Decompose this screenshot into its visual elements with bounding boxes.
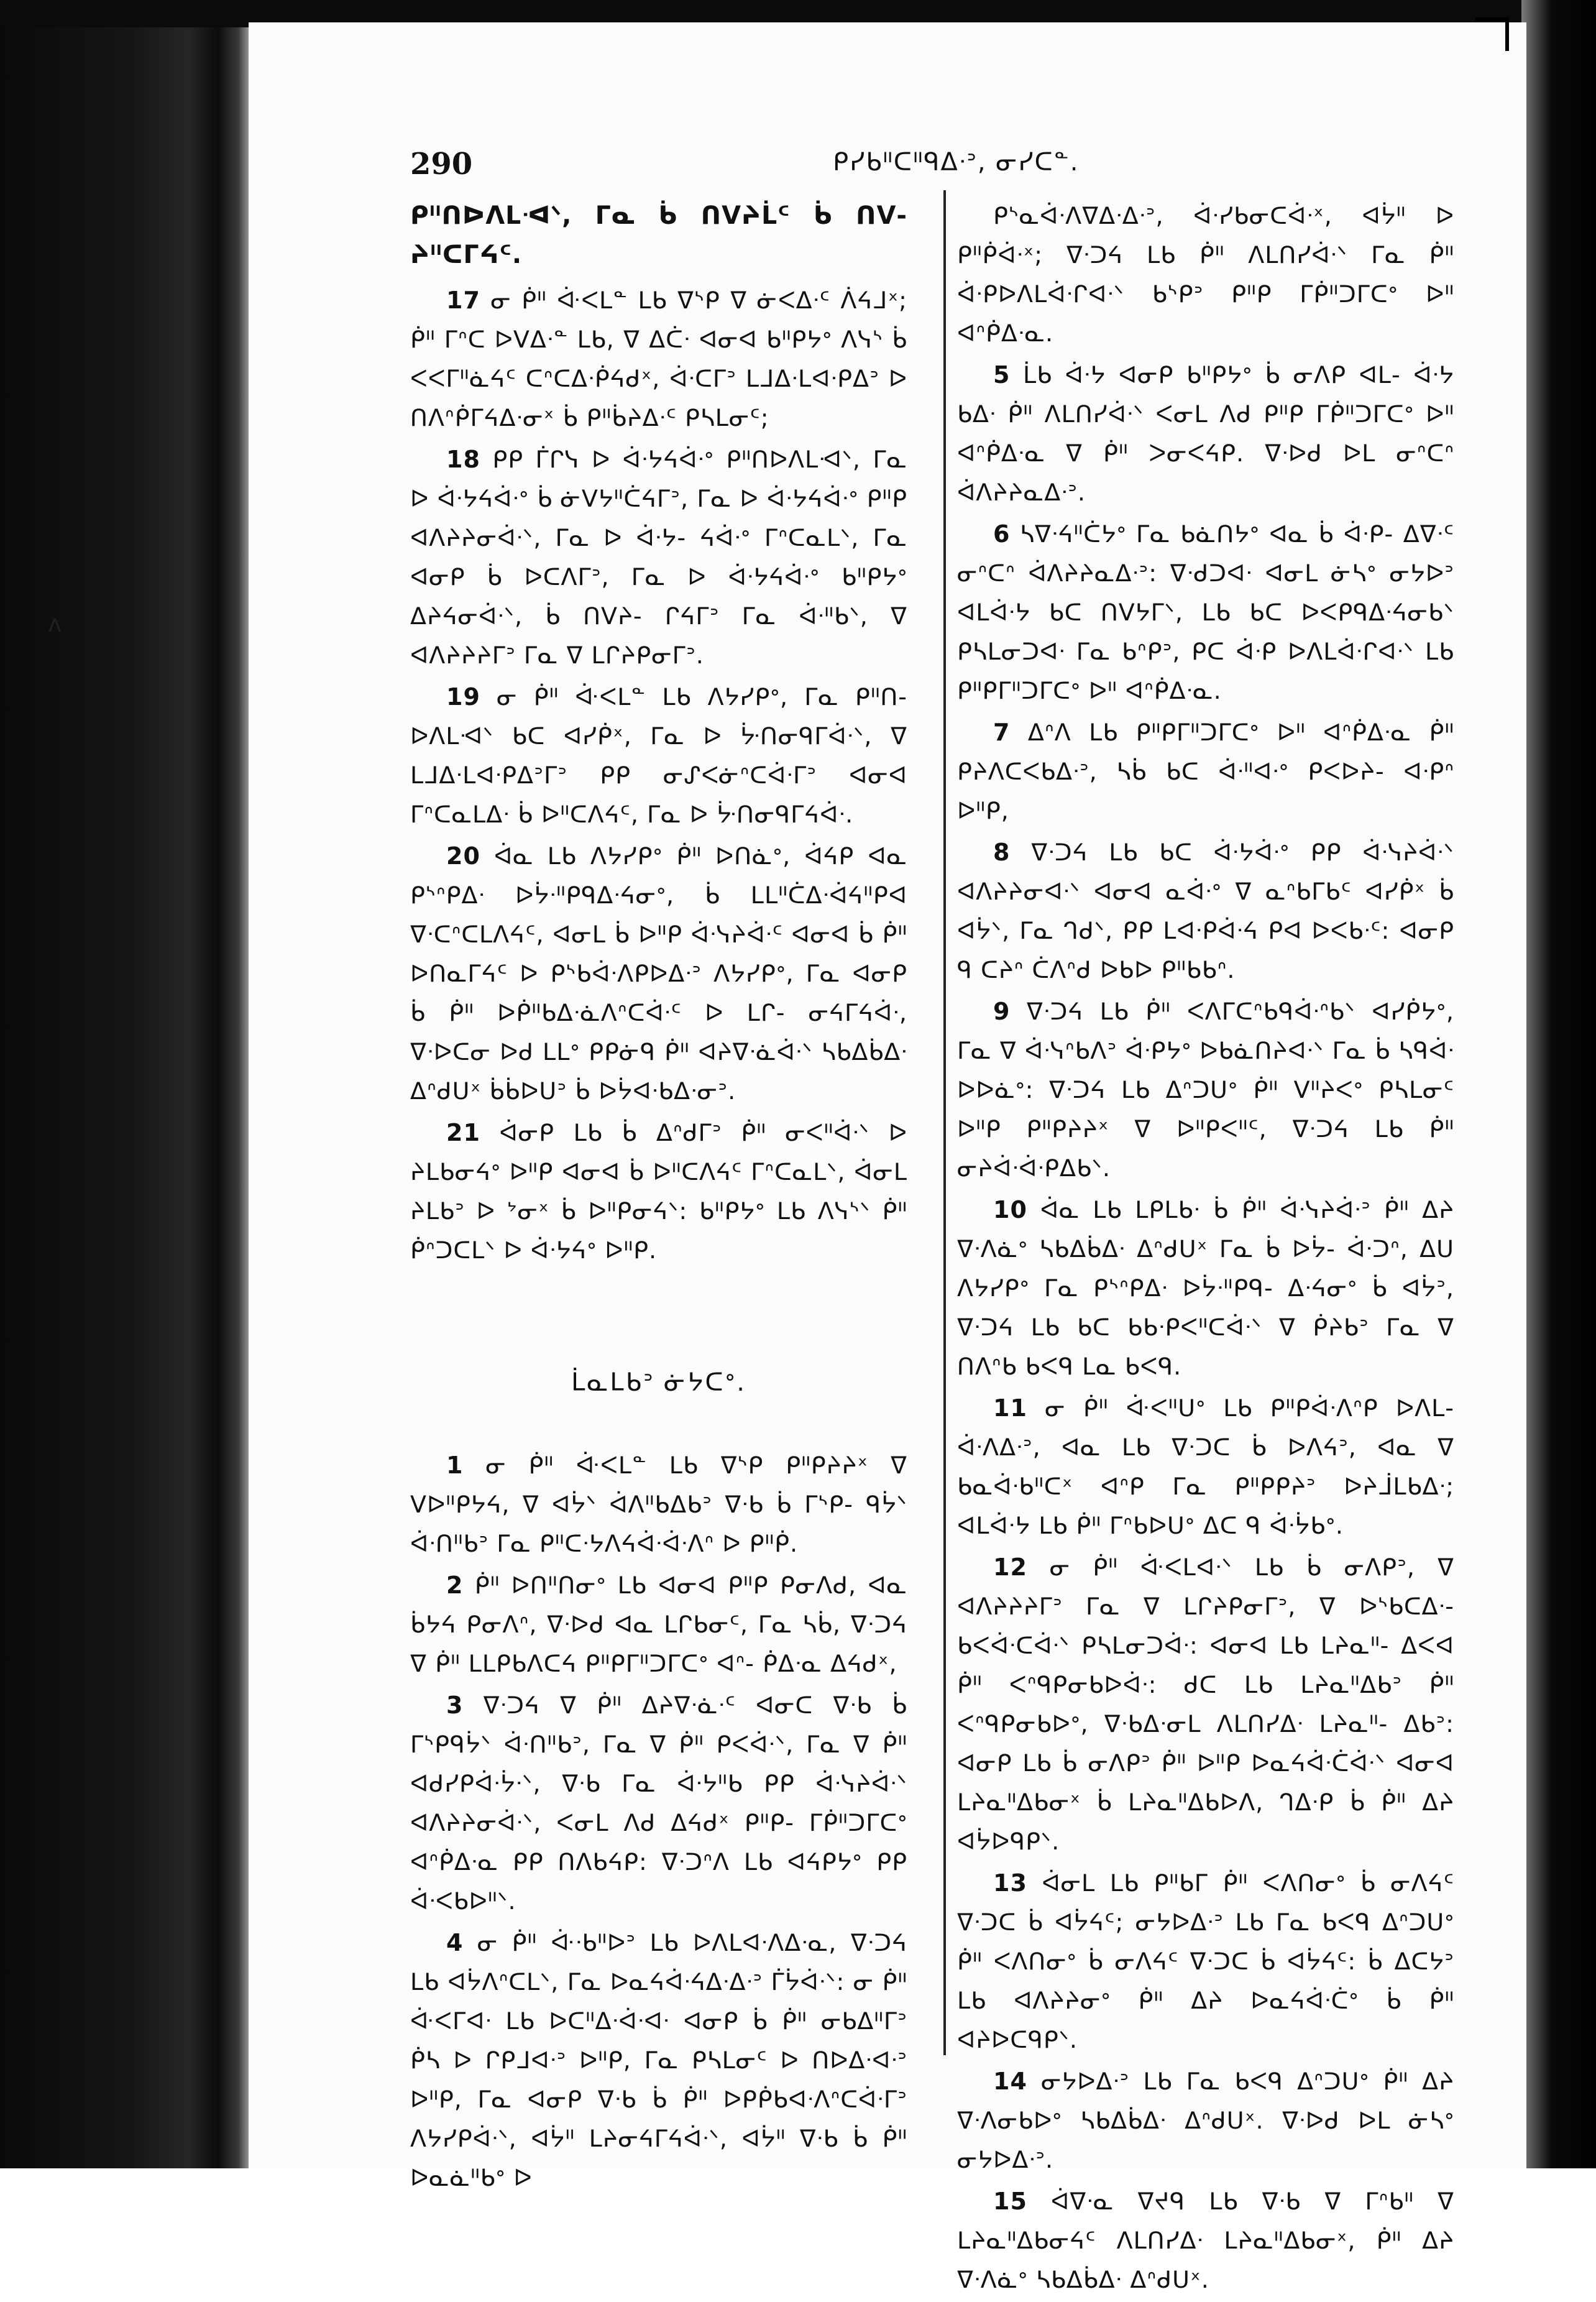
verse-number: 18: [446, 446, 480, 473]
chapter-summary-heading: ᑭᐦᑎᐅᐱᒪᐗᐠ, ᒥᓇ ᑳ ᑎᐯᔨᒫᑦ ᑳ ᑎᐯ- ᔨᐦᑕᒥᔦᑦ.: [410, 201, 907, 269]
verse-text: ᓂ ᑮᐦ ᐚᐸᒪᓐ ᒪᑲ ᐁᔅᑭ ᑭᐦᑭᔨᔨˣ ᐁ ᐯᐅᐦᑭᔭᔦ, ᐁ ᐊᔮᐠ ᐋᐱᐦᑲᐃᑲᐣ ᐁᐧᑲ ᑳ ᒥᔅᑭ- ᑫᔮᐠ ᐋᐧᑎᐦᑲᐣ ᒥᓇ ᑭᐦᑕᐧᔭᐱᔦᐋᐧᐋᐧᐱᐢ ᐅ ᑭᐦᑮ.: [410, 1452, 907, 1557]
verse-number: 2: [446, 1572, 464, 1599]
verse-paragraph: [410, 1566, 907, 1683]
scan-right-edge: [1521, 0, 1596, 2168]
verse-text: ᓂ ᑮᐦ ᐚᐸᒪᓐ ᒪᑲ ᐱᔭᓯᑭᐤ, ᒥᓇ ᑭᐦᑎ- ᐅᐱᒪᐗᐠ ᑲᑕ ᐊᓯᑮˣ, ᒥᓇ ᐅ ᔼᑎᓂᑫᒥᐋᐧᐠ, ᐁ ᒪᒧᐃᐧᒪᐊᐧᑭᐃᐣᒥᐣ ᑭᑭ ᓂᔑᐸᓃᐢᑕᐋᐧᒥᐣ ᐊᓂᐊ ᒥᐢᑕᓇᒪᐃᐧ ᑳ ᐅᐦᑕᐱᔦᑦ, ᒥᓇ ᐅ ᔼᑎᓂᑫᒥᔦᐋᐧ.: [410, 683, 907, 828]
verse-paragraph: [957, 515, 1454, 711]
verse-text: ᐁᐧᑐᔦ ᐁ ᑮᐦ ᐃᔨᐁᐧᓈᐧᑦ ᐊᓂᑕ ᐁᐧᑲ ᑳ ᒥᔅᑭᑫᔮᐠ ᐋᐧᑎᐦᑲᐣ, ᒥᓇ ᐁ ᑮᐦ ᑭᐸᐋᐧᐠ, ᒥᓇ ᐁ ᑮᐦ ᐊᑯᓯᑭᐋᐧᔮᐧᐠ, ᐁᐧᑲ ᒥᓇ ᐋᐧᔭᐦᑲ ᑭᑭ ᐋᐧᓭᔨᐋᐧᐠ ᐊᐱᔨᔨᓂᐋᐧᐠ, ᐸᓂᒪ ᐱᑯ ᐃᔦᑯˣ ᑭᐦᑭ- ᒥᑮᐦᑐᒥᑕᐤ ᐊᐢᑮᐃᐧᓇ ᑭᑭ ᑎᐱᑲᔦᑭ: ᐁᐧᑐᐢᐱ ᒪᑲ ᐊᔦᑭᔭᐤ ᑭᑭ ᐋᐧᐸᑲᐅᐦᐠ.: [410, 1692, 907, 1915]
verse-number: 8: [993, 839, 1011, 866]
verse-number: 19: [446, 683, 480, 711]
verse-paragraph: [957, 713, 1454, 831]
running-head: ᑭᓯᑲᐦᑕᐦᑫᐃᐧᐣ, ᓂᓯᑕᓐ.: [833, 148, 1080, 177]
verse-text: ᐋᓇ ᒪᑲ ᒪᑭᒪᑲᐧ ᑳ ᑮᐦ ᐋᐧᓭᔨᐋᐧᐣ ᑮᐦ ᐃᔨ ᐁᐧᐱᓈᐤ ᓴᑲᐃᑳᐃᐧ ᐃᐢᑯᑌˣ ᒥᓇ ᑳ ᐅᔮ- ᐋᐧᑐᐢ, ᐃᑌ ᐱᔭᓯᑭᐤ ᒥᓇ ᑭᔅᐢᑭᐃᐧ ᐅᔮᐧᐦᑭᑫ- ᐃᐧᔦᓂᐤ ᑳ ᐊᔮᐣ, ᐁᐧᑐᔦ ᒪᑲ ᑲᑕ ᑲᑲᐧᑭᐸᐦᑕᐋᐧᐠ ᐁ ᑮᔨᑲᐣ ᒥᓇ ᐁ ᑎᐱᐢᑲ ᑲᐸᑫ ᒪᓇ ᑲᐸᑫ.: [957, 1196, 1454, 1380]
verse-number: 10: [993, 1196, 1027, 1223]
verse-text: ᐁᐧᑐᔦ ᒪᑲ ᑮᐦ ᐸᐱᒥᑕᐢᑲᑫᐋᐧᐢᑲᐠ ᐊᓯᑮᔭᐤ, ᒥᓇ ᐁ ᐋᐧᓭᐢᑲᐱᐣ ᐋᐧᑭᔭᐤ ᐅᑲᓈᑎᔨᐊᐧᐠ ᒥᓇ ᑳ ᓴᑫᐋᐧ ᐅᐅᓈᐤ: ᐁᐧᑐᔦ ᒪᑲ ᐃᐢᑐᑌᐤ ᑮᐦ ᐯᐦᔨᐸᐤ ᑭᓴᒪᓂᑦ ᐅᐦᑭ ᑭᐦᑭᔨᔨˣ ᐁ ᐅᐦᑭᐸᐦᑦ, ᐁᐧᑐᔦ ᒪᑲ ᑮᐦ ᓂᔨᐋᐧᐋᐧᑭᐃᑲᐠ.: [957, 998, 1454, 1182]
verse-number: 15: [993, 2188, 1027, 2215]
verse-text: ᐋᓂᒪ ᒪᑲ ᑭᐦᑲᒥ ᑮᐦ ᐸᐱᑎᓂᐤ ᑳ ᓂᐱᔦᑦ ᐁᐧᑐᑕ ᑳ ᐊᔮᔦᑦ; ᓂᔭᐅᐃᐧᐣ ᒪᑲ ᒥᓇ ᑲᐸᑫ ᐃᐢᑐᑌᐤ ᑮᐦ ᐸᐱᑎᓂᐤ ᑳ ᓂᐱᔦᑦ ᐁᐧᑐᑕ ᑳ ᐊᔮᔦᑦ: ᑳ ᐃᑕᔭᐣ ᒪᑲ ᐊᐱᔨᔨᓂᐤ ᑮᐦ ᐃᔨ ᐅᓇᔦᐋᐧᑖᐤ ᑳ ᑮᐦ ᐊᔨᐅᑕᑫᑭᐠ.: [957, 1869, 1454, 2053]
verse-number: 20: [446, 842, 480, 870]
chapter-verses: [410, 1446, 907, 2198]
verse-number: 5: [993, 361, 1011, 389]
verse-number: 6: [993, 520, 1011, 548]
verse-number: 9: [993, 998, 1011, 1025]
verse-paragraph: [957, 1548, 1454, 1861]
verse-text: ᐁᐧᑐᔦ ᒪᑲ ᑲᑕ ᐋᐧᔭᐋᐧᐤ ᑭᑭ ᐋᐧᓭᔨᐋᐧᐠ ᐊᐱᔨᔨᓂᐊᐧᐠ ᐊᓂᐊ ᓇᐋᐧᐤ ᐁ ᓇᐢᑲᒥᑲᑦ ᐊᓯᑮˣ ᑳ ᐊᔮᐠ, ᒥᓇ ᒉᑯᐠ, ᑭᑭ ᒪᐊᐧᑭᐋᐧᔦ ᑭᐊ ᐅᐸᑲᐧᑦ: ᐊᓂᑭ ᑫ ᑕᔨᐢ ᑖᐱᐢᑯ ᐅᑲᐅ ᑭᐦᑲᑲᐢ.: [957, 839, 1454, 983]
book-spine-edge: [0, 0, 254, 2168]
page-corner-mark: [1475, 17, 1509, 51]
verse-paragraph: [410, 1113, 907, 1270]
verse-text: ᑭᑭ ᒦᒋᓭ ᐅ ᐋᐧᔭᔦᐋᐧᐤ ᑭᐦᑎᐅᐱᒪᐗᐠ, ᒥᓇ ᐅ ᐋᐧᔭᔦᐋᐧᐤ ᑳ ᓃᐯᔭᐦᑖᔦᒥᐣ, ᒥᓇ ᐅ ᐋᐧᔭᔦᐋᐧᐤ ᑭᐦᑭ ᐊᐱᔨᔨᓂᐋᐧᐠ, ᒥᓇ ᐅ ᐋᐧᔭ- ᔦᐋᐧᐤ ᒥᐢᑕᓇᒪᐠ, ᒥᓇ ᐊᓂᑭ ᑳ ᐅᑕᐱᒥᐣ, ᒥᓇ ᐅ ᐋᐧᔭᔦᐋᐧᐤ ᑲᐦᑭᔭᐤ ᐃᔨᔦᓂᐋᐧᐠ, ᑳ ᑎᐯᔨ- ᒋᔦᒥᐣ ᒥᓇ ᐋᐧᐦᑲᐠ, ᐁ ᐊᐱᔨᔨᔨᒥᐣ ᒥᓇ ᐁ ᒪᒋᔨᑭᓂᒥᐣ.: [410, 446, 907, 669]
verse-paragraph: [957, 992, 1454, 1188]
left-verses: [410, 281, 907, 1270]
verse-text: ᓂ ᑮᐦ ᐚᐸᒪᐊᐧᐠ ᒪᑲ ᑳ ᓂᐱᑭᐣ, ᐁ ᐊᐱᔨᔨᔨᒥᐣ ᒥᓇ ᐁ ᒪᒋᔨᑭᓂᒥᐣ, ᐁ ᐅᔅᑲᑕᐃᐧ- ᑲᐸᐋᐧᑕᐋᐧᐠ ᑭᓴᒪᓂᑐᐋᐧ: ᐊᓂᐊ ᒪᑲ ᒪᔨᓇᐦ- ᐃᐸᐊ ᑮᐦ ᐸᐢᑫᑭᓂᑲᐅᐋᐧ: ᑯᑕ ᒪᑲ ᒪᔨᓇᐦᐃᑲᐣ ᑮᐦ ᐸᐢᑫᑭᓂᑲᐅᐤ, ᐁᐧᑲᐃᐧᓂᒪ ᐱᒪᑎᓯᐃᐧ ᒪᔨᓇᐦ- ᐃᑲᐣ: ᐊᓂᑭ ᒪᑲ ᑳ ᓂᐱᑭᐣ ᑮᐦ ᐅᐦᑭ ᐅᓇᔦᐋᐧᑖᐋᐧᐠ ᐊᓂᐊ ᒪᔨᓇᐦᐃᑲᓂˣ ᑳ ᒪᔨᓇᐦᐃᑲᐅᐱ, ᒉᐃᐧᑭ ᑳ ᑮᐦ ᐃᔨ ᐊᔮᐅᑫᑭᐠ.: [957, 1554, 1454, 1855]
verse-paragraph: [957, 196, 1454, 353]
column-divider: [943, 190, 946, 2055]
verse-number: 14: [993, 2068, 1027, 2095]
right-column: [957, 196, 1454, 2302]
verse-paragraph: [410, 440, 907, 675]
verse-text: ᐋᓂᑭ ᒪᑲ ᑳ ᐃᐢᑯᒥᐣ ᑮᐦ ᓂᐸᐦᐋᐧᐠ ᐅ ᔨᒪᑲᓂᔦᐤ ᐅᐦᑭ ᐊᓂᐊ ᑳ ᐅᐦᑕᐱᔦᑦ ᒥᐢᑕᓇᒪᐠ, ᐋᓂᒪ ᔨᒪᑲᐣ ᐅ ᔾᓂˣ ᑳ ᐅᐦᑭᓂᔦᐠ: ᑲᐦᑭᔭᐤ ᒪᑲ ᐱᓭᔅᐠ ᑮᐦ ᑮᐢᑐᑕᒪᐠ ᐅ ᐋᐧᔭᔦᐤ ᐅᐦᑭ.: [410, 1119, 907, 1264]
verse-paragraph: [957, 1190, 1454, 1386]
verse-text: ᑭᔅᓇᐋᐧᐱᐁᐃᐧᐃᐧᐣ, ᐋᐧᓯᑲᓂᑕᐋᐧˣ, ᐊᔮᐦ ᐅ ᑭᐦᑮᐋᐧˣ; ᐁᐧᑐᔦ ᒪᑲ ᑮᐦ ᐱᒪᑎᓯᐋᐧᐠ ᒥᓇ ᑮᐦ ᐋᐧᑭᐅᐱᒪᐋᐧᒋᐊᐧᐠ ᑲᔅᑭᐣ ᑭᐦᑭ ᒥᑮᐦᑐᒥᑕᐤ ᐅᐦ ᐊᐢᑮᐃᐧᓇ.: [957, 202, 1454, 347]
page-number: 290: [410, 147, 473, 182]
verse-text: ᓴᐁᐧᔦᐦᑖᔭᐤ ᒥᓇ ᑲᓈᑎᔭᐤ ᐊᓇ ᑳ ᐋᐧᑭ- ᐃᐁᐧᑦ ᓂᐢᑕᐢ ᐋᐱᔨᔨᓇᐃᐧᐣ: ᐁᐧᑯᑐᐊᐧ ᐊᓂᒪ ᓃᓴᐤ ᓂᔭᐅᐣ ᐊᒪᐋᐧᔭ ᑲᑕ ᑎᐯᔭᒥᐠ, ᒪᑲ ᑲᑕ ᐅᐸᑭᑫᐃᐧᔦᓂᑲᐠ ᑭᓴᒪᓂᑐᐊᐧ ᒥᓇ ᑲᐢᑭᐣ, ᑭᑕ ᐋᐧᑭ ᐅᐱᒪᐋᐧᒋᐊᐧᐠ ᒪᑲ ᑭᐦᑭᒥᐦᑐᒥᑕᐤ ᐅᐦ ᐊᐢᑮᐃᐧᓇ.: [957, 520, 1454, 704]
verse-number: 13: [993, 1869, 1027, 1897]
verse-text: ᐋᐁᐧᓇ ᐁᔪᑫ ᒪᑲ ᐁᐧᑲ ᐁ ᒥᐢᑲᐦ ᐁ ᒪᔨᓇᐦᐃᑲᓂᔦᑦ ᐱᒪᑎᓯᐃᐧ ᒪᔨᓇᐦᐃᑲᓂˣ, ᑮᐦ ᐃᔨ ᐁᐧᐱᓈᐤ ᓴᑲᐃᑳᐃᐧ ᐃᐢᑯᑌˣ.: [957, 2188, 1454, 2293]
verse-text: ᑮᐦ ᐅᑎᐦᑎᓂᐤ ᒪᑲ ᐊᓂᐊ ᑭᐦᑭ ᑭᓂᐱᑯ, ᐊᓇ ᑳᔭᔦ ᑭᓂᐱᐢ, ᐁᐧᐅᑯ ᐊᓇ ᒪᒋᑲᓂᑦ, ᒥᓇ ᓴᑳ, ᐁᐧᑐᔦ ᐁ ᑮᐦ ᒪᒪᑭᑲᐱᑕᔦ ᑭᐦᑭᒥᐦᑐᒥᑕᐤ ᐊᐢ- ᑮᐃᐧᓇ ᐃᔦᑯˣ,: [410, 1572, 907, 1677]
verse-paragraph: [957, 1389, 1454, 1545]
book-page: [249, 22, 1526, 2293]
verse-text: ᓂᔭᐅᐃᐧᐣ ᒪᑲ ᒥᓇ ᑲᐸᑫ ᐃᐢᑐᑌᐤ ᑮᐦ ᐃᔨ ᐁᐧᐱᓂᑲᐅᐤ ᓴᑲᐃᑳᐃᐧ ᐃᐢᑯᑌˣ. ᐁᐧᐅᑯ ᐅᒪ ᓃᓴᐤ ᓂᔭᐅᐃᐧᐣ.: [957, 2068, 1454, 2173]
verse-number: 11: [993, 1394, 1027, 1422]
verse-number: 12: [993, 1554, 1027, 1581]
verse-paragraph: [410, 1686, 907, 1921]
right-verses: [957, 196, 1454, 2300]
verse-text: ᓂ ᑮᐦ ᐚᐸᐦᑌᐤ ᒪᑲ ᑭᐦᑭᐋᐧᐱᐢᑭ ᐅᐱᒪ- ᐋᐧᐱᐃᐧᐣ, ᐊᓇ ᒪᑲ ᐁᐧᑐᑕ ᑳ ᐅᐱᔦᐣ, ᐊᓇ ᐁ ᑲᓇᐋᐧᑲᐦᑕˣ ᐊᐢᑭ ᒥᓇ ᑭᐦᑭᑭᔨᐣ ᐅᔨᒨᒪᑲᐃᐧ; ᐊᒪᐋᐧᔭ ᒪᑲ ᑮᐦ ᒥᐢᑲᐅᑌᐤ ᐃᑕ ᑫ ᐋᐧᔮᑲᐤ.: [957, 1394, 1454, 1539]
verse-paragraph: [957, 1864, 1454, 2060]
verse-paragraph: [957, 833, 1454, 990]
verse-paragraph: [410, 281, 907, 438]
verse-paragraph: [957, 356, 1454, 512]
verse-paragraph: [957, 2182, 1454, 2300]
verse-text: ᓂ ᑮᐦ ᐚᐸᒪᓐ ᒪᑲ ᐁᔅᑭ ᐁ ᓃᐸᐃᐧᑦ ᐲᔦᒧˣ; ᑮᐦ ᒥᐢᑕ ᐅᐯᐃᐧᓐ ᒪᑲ, ᐁ ᐃᑖᐧ ᐊᓂᐊ ᑲᐦᑭᔭᐤ ᐱᓭᔅ ᑳ ᐸᐸᒥᐦᓈᔦᑦ ᑕᐢᑕᐃᐧᑮᔦᑯˣ, ᐋᐧᑕᒥᐣ ᒪᒧᐃᐧᒪᐊᐧᑭᐃᐣ ᐅ ᑎᐱᐢᑮᒥᔦᐃᐧᓂˣ ᑳ ᑭᐦᑳᔨᐃᐧᑦ ᑭᓴᒪᓂᑦ;: [410, 287, 907, 431]
verse-text: ᒫᑲ ᐋᐧᔭ ᐊᓂᑭ ᑲᐦᑭᔭᐤ ᑳ ᓂᐱᑭ ᐊᒪ- ᐋᐧᔭ ᑲᐃᐧ ᑮᐦ ᐱᒪᑎᓯᐋᐧᐠ ᐸᓂᒪ ᐱᑯ ᑭᐦᑭ ᒥᑮᐦᑐᒥᑕᐤ ᐅᐦ ᐊᐢᑮᐃᐧᓇ ᐁ ᑮᐦ ᐳᓂᐸᔦᑭ. ᐁᐧᐅᑯ ᐅᒪ ᓂᐢᑕᐢ ᐋᐱᔨᔨᓇᐃᐧᐣ.: [957, 361, 1454, 506]
verse-number: 4: [446, 1929, 464, 1956]
verse-number: 21: [446, 1119, 480, 1146]
verse-paragraph: [957, 2062, 1454, 2180]
verse-paragraph: [410, 837, 907, 1111]
verse-number: 7: [993, 719, 1011, 746]
verse-paragraph: [410, 1446, 907, 1563]
chapter-title: ᒫᓇᒪᑲᐣ ᓃᔭᑕᐤ.: [571, 1368, 746, 1397]
verse-text: ᐋᓇ ᒪᑲ ᐱᔭᓯᑭᐤ ᑮᐦ ᐅᑎᓈᐤ, ᐋᔦᑭ ᐊᓇ ᑭᔅᐢᑭᐃᐧ ᐅᔮᐧᐦᑭᑫᐃᐧᔦᓂᐤ, ᑳ ᒪᒪᐦᑖᐃᐧᐋᔦᐦᑭᐊ ᐁᐧᑕᐢᑕᒪᐱᔦᑦ, ᐊᓂᒪ ᑳ ᐅᐦᑭ ᐋᐧᓭᔨᐋᐧᑦ ᐊᓂᐊ ᑳ ᑮᐦ ᐅᑎᓇᒥᔦᑦ ᐅ ᑭᔅᑲᐋᐧᐱᑭᐅᐃᐧᐣ ᐱᔭᓯᑭᐤ, ᒥᓇ ᐊᓂᑭ ᑳ ᑮᐦ ᐅᑮᐦᑲᐃᐧᓈᐱᐢᑕᐋᐧᑦ ᐅ ᒪᒋ- ᓂᔦᒥᔦᐋᐧ, ᐁᐧᐅᑕᓂ ᐅᑯ ᒪᒪᐤ ᑭᑭᓃᑫ ᑮᐦ ᐊᔨᐁᐧᓈᐋᐧᐠ ᓴᑲᐃᑳᐃᐧ ᐃᐢᑯᑌˣ ᑳᑳᐅᑌᐣ ᑳ ᐅᔮᐊᐧᑲᐃᐧᓂᐣ.: [410, 842, 907, 1105]
verse-number: 3: [446, 1692, 464, 1719]
verse-number: 1: [446, 1452, 464, 1479]
verse-text: ᐃᐢᐱ ᒪᑲ ᑭᐦᑭᒥᐦᑐᒥᑕᐤ ᐅᐦ ᐊᐢᑮᐃᐧᓇ ᑮᐦ ᑭᔨᐱᑕᐸᑲᐃᐧᐣ, ᓴᑳ ᑲᑕ ᐋᐧᐦᐊᐧᐤ ᑭᐸᐅᔨ- ᐊᐧᑭᐢ ᐅᐦᑭ,: [957, 719, 1454, 824]
page-header: [410, 122, 1330, 196]
verse-paragraph: [410, 1923, 907, 2198]
left-column: [410, 196, 907, 2200]
verse-number: 17: [446, 287, 480, 314]
margin-mark: ᐱ: [48, 615, 62, 637]
verse-paragraph: [410, 678, 907, 834]
verse-text: ᓂ ᑮᐦ ᐚᐧᑲᐦᐅᐣ ᒪᑲ ᐅᐱᒪᐊᐧᐱᐃᐧᓇ, ᐁᐧᑐᔦ ᒪᑲ ᐊᔮᐱᐢᑕᒪᐠ, ᒥᓇ ᐅᓇᔦᐋᐧᔦᐃᐧᐃᐧᐣ ᒦᔮᐋᐧᐠ: ᓂ ᑮᐦ ᐚᐸᒥᐊᐧ ᒪᑲ ᐅᑕᐦᐃᐧᐋᐧᐊᐧ ᐊᓂᑭ ᑳ ᑮᐦ ᓂᑲᐃᐦᒥᐣ ᑮᓴ ᐅ ᒋᑭᒧᐊᐧᐣ ᐅᐦᑭ, ᒥᓇ ᑭᓴᒪᓂᑦ ᐅ ᑎᐅᐃᐧᐊᐧᐣ ᐅᐦᑭ, ᒥᓇ ᐊᓂᑭ ᐁᐧᑲ ᑳ ᑮᐦ ᐅᑭᑮᑲᐊᐧᐱᐢᑕᐋᐧᒥᐣ ᐱᔭᓯᑭᐋᐧᐠ, ᐊᔮᐦ ᒪᔨᓂᔦᒥᔦᐋᐧᐠ, ᐊᔮᐦ ᐁᐧᑲ ᑳ ᑮᐦ ᐅᓇᓈᐦᑲᐤ ᐅ: [410, 1929, 907, 2191]
